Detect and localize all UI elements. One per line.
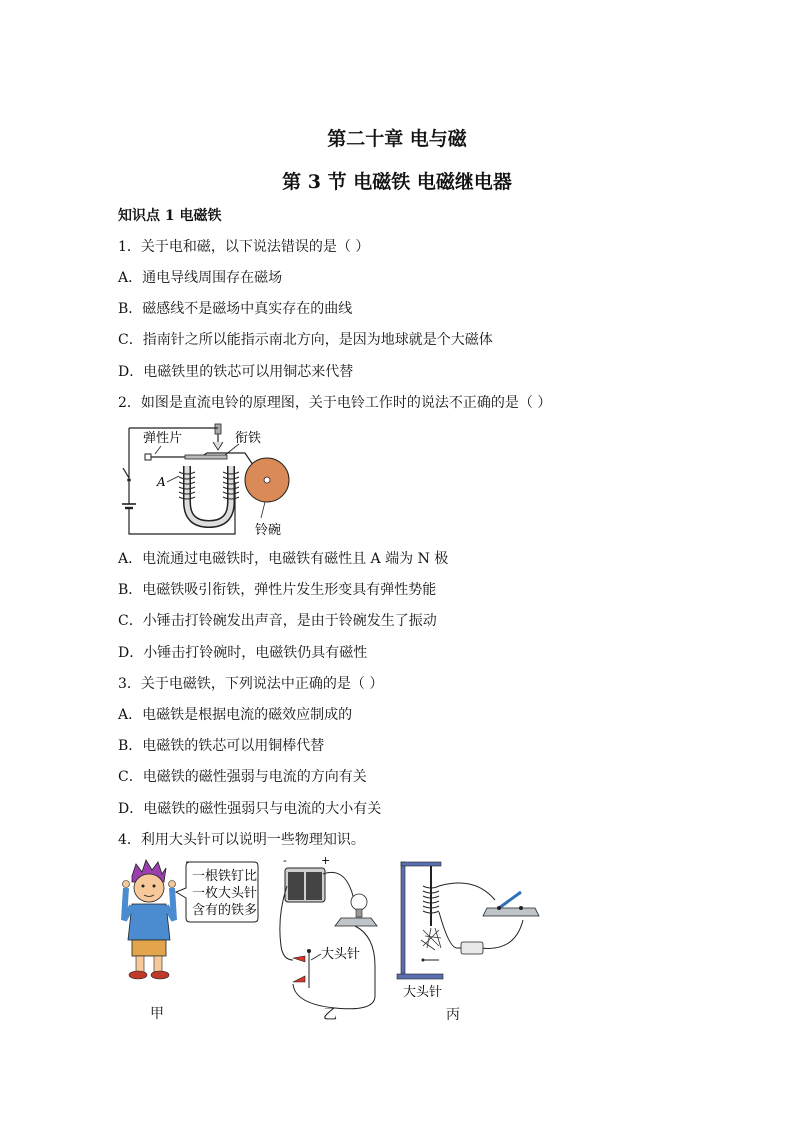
q1-option-b: B．磁感线不是磁场中真实存在的曲线 bbox=[118, 301, 353, 317]
caption-bing: 丙 bbox=[446, 1007, 460, 1023]
caption-yi: 乙 bbox=[323, 1007, 337, 1023]
chapter-title: 第二十章 电与磁 bbox=[327, 128, 467, 150]
section-title: 第 3 节 电磁铁 电磁继电器 bbox=[282, 171, 512, 193]
q3-option-a: A．电磁铁是根据电流的磁效应制成的 bbox=[118, 707, 353, 723]
q1-option-c: C．指南针之所以能指示南北方向，是因为地球就是个大磁体 bbox=[118, 332, 493, 348]
label-pin-yi: 大头针 bbox=[321, 947, 361, 962]
figure-bing-stand bbox=[395, 856, 545, 1006]
q3-option-c: C．电磁铁的磁性强弱与电流的方向有关 bbox=[118, 769, 367, 785]
speech-line-1: 一根铁钉比 bbox=[192, 869, 258, 884]
q3-option-b: B．电磁铁的铁芯可以用铜棒代替 bbox=[118, 738, 325, 754]
q2-stem: 2．如图是直流电铃的原理图，关于电铃工作时的说法不正确的是（ ） bbox=[118, 395, 552, 411]
speech-line-2: 一枚大头针 bbox=[192, 886, 258, 901]
knowledge-point-heading: 知识点 1 电磁铁 bbox=[118, 208, 222, 224]
speech-line-3: 含有的铁多 bbox=[192, 903, 258, 918]
q1-option-d: D．电磁铁里的铁芯可以用铜芯来代替 bbox=[118, 364, 354, 380]
q3-option-d: D．电磁铁的磁性强弱只与电流的大小有关 bbox=[118, 801, 382, 817]
figure-jia-boy bbox=[120, 858, 260, 986]
q1-option-a: A．通电导线周围存在磁场 bbox=[118, 270, 283, 286]
label-bell-bowl: 铃碗 bbox=[255, 523, 282, 538]
q2-option-a: A．电流通过电磁铁时，电磁铁有磁性且 A 端为 N 极 bbox=[118, 551, 449, 567]
label-armature: 衔铁 bbox=[235, 431, 262, 446]
q2-option-d: D．小锤击打铃碗时，电磁铁仍具有磁性 bbox=[118, 645, 368, 661]
label-end-a: A bbox=[157, 475, 166, 489]
caption-jia: 甲 bbox=[150, 1006, 164, 1022]
battery-plus-sign: + bbox=[321, 854, 331, 867]
q2-option-c: C．小锤击打铃碗发出声音，是由于铃碗发生了振动 bbox=[118, 613, 437, 629]
figure-yi-circuit bbox=[275, 856, 385, 1026]
q4-stem: 4．利用大头针可以说明一些物理知识。 bbox=[118, 832, 365, 848]
label-spring: 弹性片 bbox=[143, 431, 183, 446]
q3-stem: 3．关于电磁铁，下列说法中正确的是（ ） bbox=[118, 676, 384, 692]
label-pin-bing: 大头针 bbox=[403, 985, 443, 1000]
q1-stem: 1．关于电和磁，以下说法错误的是（ ） bbox=[118, 239, 370, 255]
q2-option-b: B．电磁铁吸引衔铁，弹性片发生形变具有弹性势能 bbox=[118, 582, 437, 598]
battery-minus-sign: - bbox=[283, 854, 287, 867]
electric-bell-diagram bbox=[115, 420, 305, 538]
